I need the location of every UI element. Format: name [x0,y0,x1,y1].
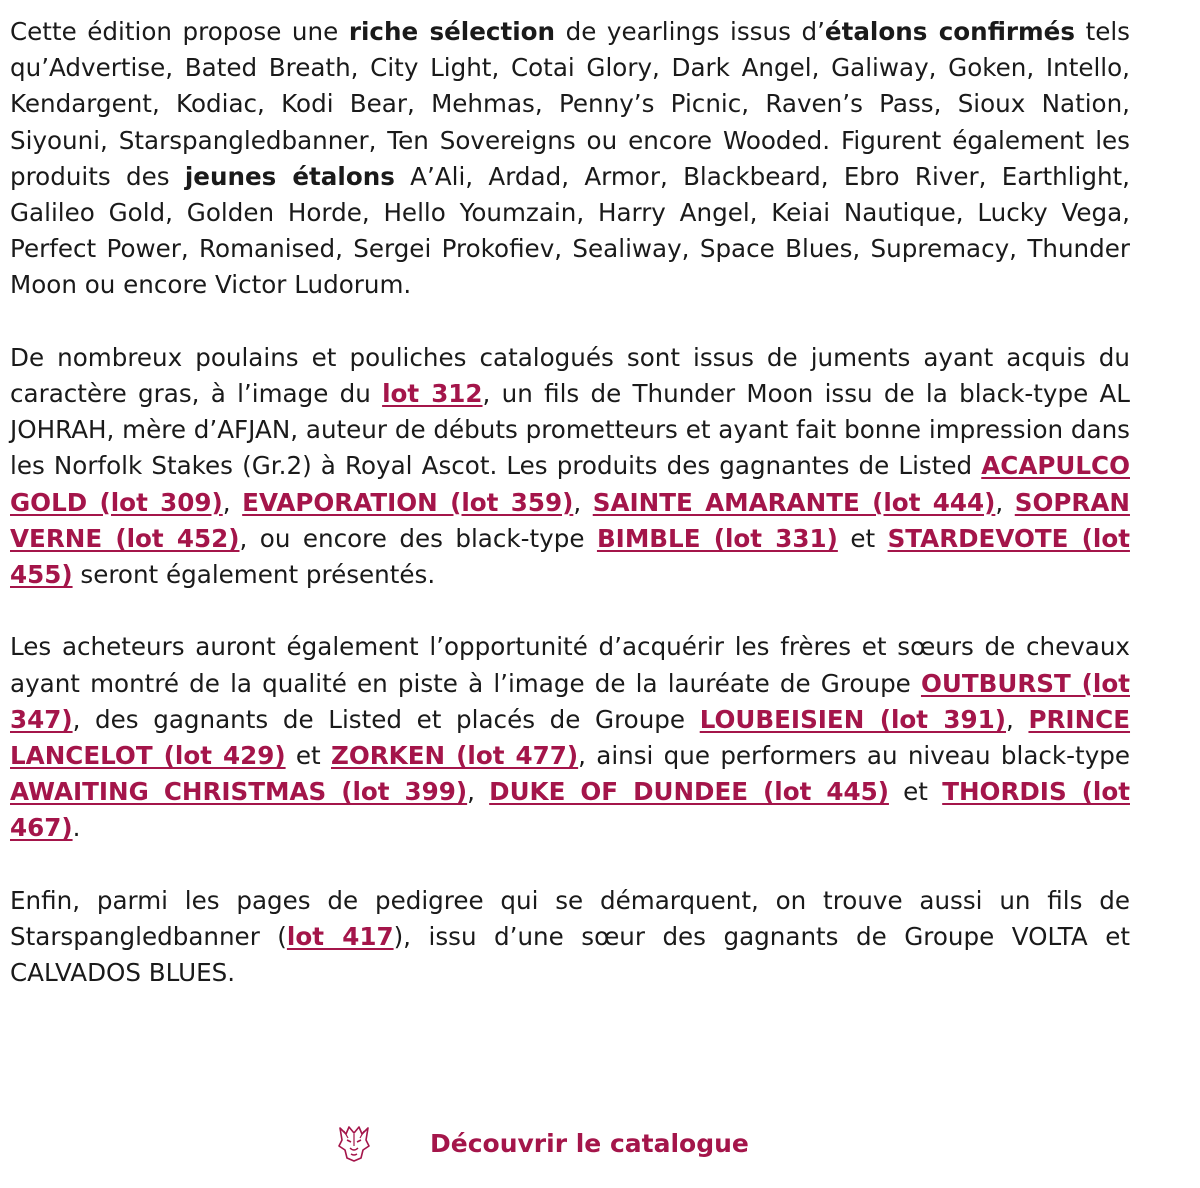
paragraph-pedigree [10,883,1130,992]
text: . [72,813,81,843]
text: Les acheteurs auront également l’opportunité d’acquérir les frères et sœurs de chevaux ayant montré de la qualité en piste à l’image de la lauréate de Groupe [10,632,1130,698]
text: , [573,487,593,517]
text: seront également présentés. [72,560,436,590]
lot-link-467[interactable]: THORDIS (lot 467) [10,777,1130,843]
text: , des gagnants de Listed et placés de Groupe [72,704,700,734]
text: , [222,487,243,517]
text: , [1006,704,1029,734]
text: de yearlings issus d’ [555,17,825,46]
text: et [285,741,331,771]
lot-link-477[interactable]: ZORKEN (lot 477) [331,741,579,771]
text: Cette édition propose une [10,17,349,46]
lot-link-452[interactable]: SOPRAN VERNE (lot 452) [10,487,1130,553]
bold-text: riche sélection [348,17,556,46]
text: , ou encore des black-type [239,523,597,553]
bold-text: jeunes étalons [184,161,395,191]
discover-catalogue-button[interactable] [336,1124,749,1162]
lot-link-444[interactable]: SAINTE AMARANTE (lot 444) [592,487,996,517]
text: tels qu’Advertise, Bated Breath, City Light, Cotai Glory, Dark Angel, Galiway, Goken, Intello, Kendargent, Kodiac, Kodi Bear, Mehmas, Penny’s Picnic, Raven’s Pass, Sioux Nation, Siyouni, Starspangledbanner, Ten Sovereigns ou encore Wooded. Figurent également les produits des [10,17,1130,191]
lot-link-399[interactable]: AWAITING CHRISTMAS (lot 399) [10,777,468,807]
lot-link-309[interactable]: ACAPULCO GOLD (lot 309) [10,451,1130,517]
lot-link-445[interactable]: DUKE OF DUNDEE (lot 445) [489,777,889,807]
lot-link-312[interactable]: lot 312 [382,379,483,409]
text: ), issu d’une sœur des gagnants de Groupe VOLTA et CALVADOS BLUES. [10,922,1131,988]
lot-link-429[interactable]: PRINCE LANCELOT (lot 429) [10,704,1131,771]
text: , [995,487,1015,517]
paragraph-stallions [10,14,1130,304]
article-body [10,14,1130,991]
paragraph-mares [10,340,1130,593]
lot-link-331[interactable]: BIMBLE (lot 331) [596,523,838,553]
lot-link-455[interactable]: STARDEVOTE (lot 455) [10,523,1130,590]
text: et [888,777,943,807]
text: , ainsi que performers au niveau black-type [578,741,1130,771]
text: , [467,777,490,807]
text: , un fils de Thunder Moon issu de la black-type AL JOHRAH, mère d’AFJAN, auteur de débuts prometteurs et ayant fait bonne impression dans les Norfolk Stakes (Gr.2) à Royal Ascot. Les produits des gagnantes de Listed [10,379,1131,481]
text: et [837,523,888,553]
text: De nombreux poulains et pouliches catalogués sont issus de juments ayant acquis du caractère gras, à l’image du [10,342,1130,409]
horse-head-logo-icon [336,1124,372,1162]
lot-link-417[interactable]: lot 417 [286,922,394,952]
bold-text: étalons confirmés [824,17,1075,46]
lot-link-359[interactable]: EVAPORATION (lot 359) [242,487,574,517]
lot-link-347[interactable]: OUTBURST (lot 347) [10,668,1130,734]
discover-catalogue-label: Découvrir le catalogue [430,1128,749,1158]
text: A’Ali, Ardad, Armor, Blackbeard, Ebro River, Earthlight, Galileo Gold, Golden Horde, Hello Youmzain, Harry Angel, Keiai Nautique, Lucky Vega, Perfect Power, Romanised, Sergei Prokofiev, Sealiway, Space Blues, Supremacy, Thunder Moon ou encore Victor Ludorum. [10,161,1130,300]
text: Enfin, parmi les pages de pedigree qui se démarquent, on trouve aussi un fils de Starspangledbanner ( [10,885,1130,952]
lot-link-391[interactable]: LOUBEISIEN (lot 391) [699,704,1006,734]
paragraph-siblings [10,629,1130,846]
